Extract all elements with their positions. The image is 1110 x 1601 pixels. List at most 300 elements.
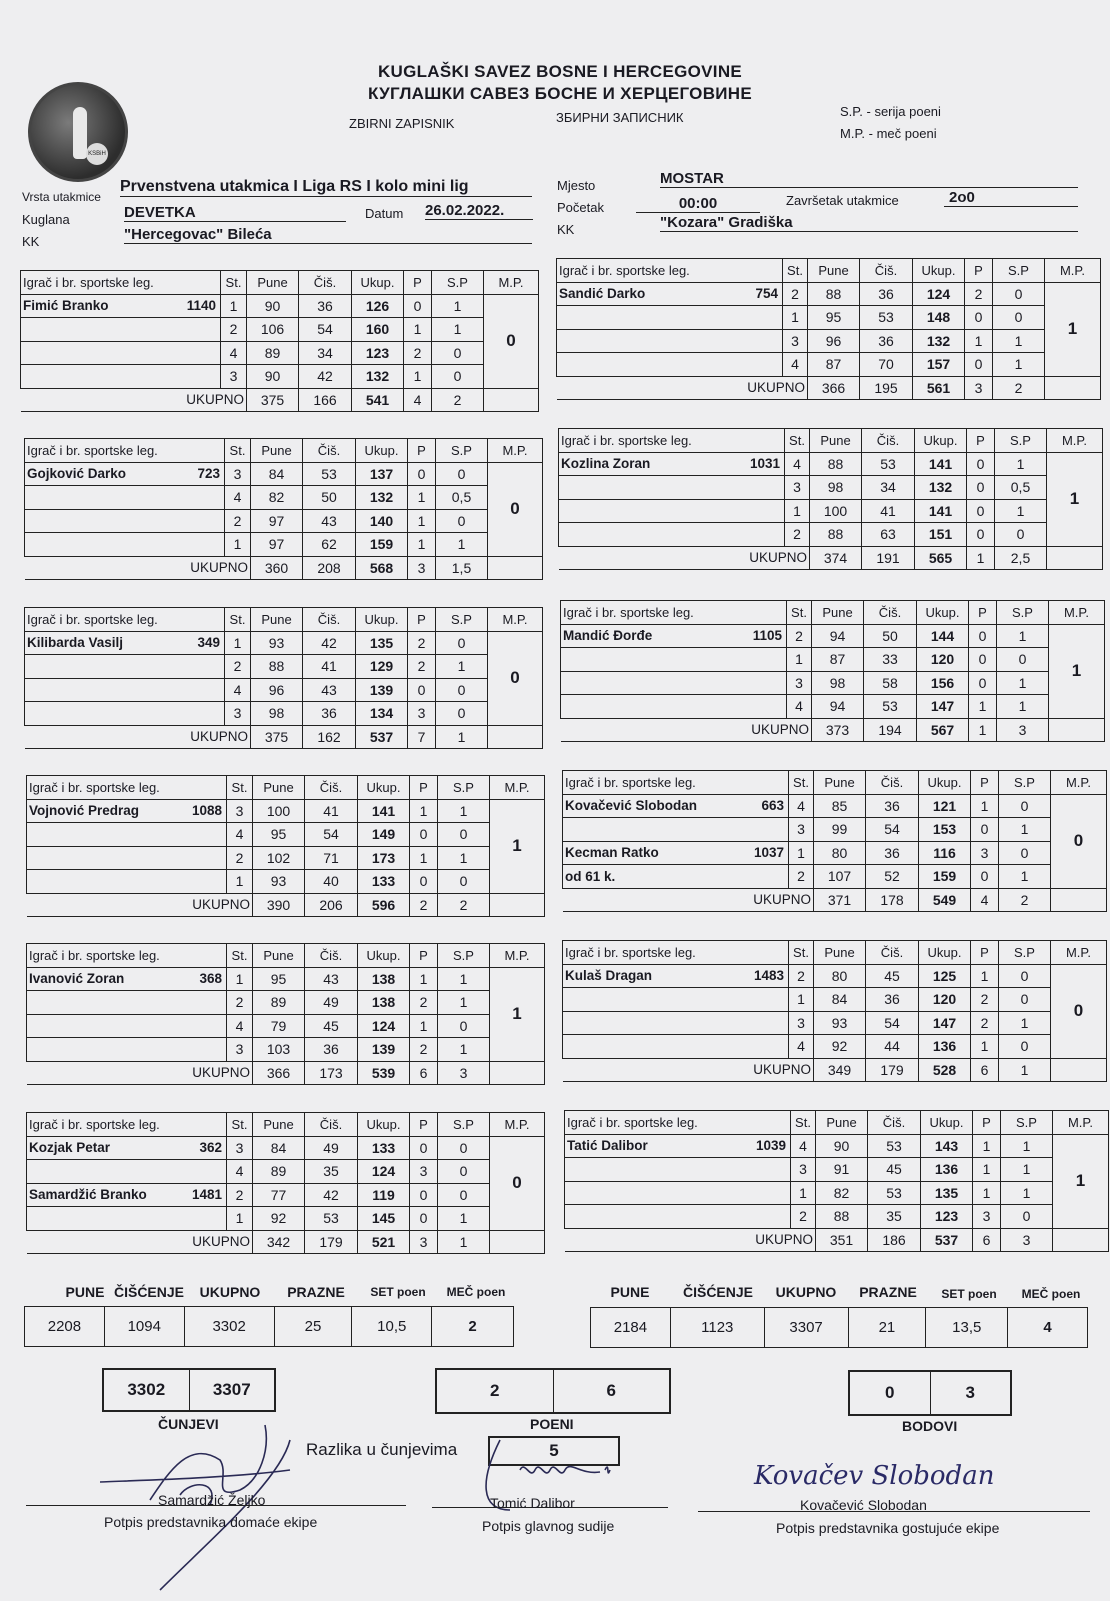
- score-cis: 43: [303, 678, 356, 702]
- score-pune: 97: [251, 533, 303, 557]
- total-row: [565, 1228, 1109, 1252]
- total-cis: 178: [866, 888, 919, 912]
- score-cis: 58: [864, 671, 917, 695]
- player-name-cell: [27, 991, 227, 1015]
- bodovi-away: 3: [930, 1372, 1011, 1414]
- player-name-cell: [21, 365, 221, 389]
- score-ukup: 159: [356, 533, 408, 557]
- score-p: 1: [404, 318, 432, 342]
- col-p-header: P: [971, 771, 999, 795]
- score-cis: 43: [303, 509, 356, 533]
- score-ukup: 147: [917, 695, 969, 719]
- score-pune: 93: [251, 631, 303, 655]
- home-player-table: [26, 1112, 545, 1254]
- score-p: 3: [408, 702, 436, 726]
- score-cis: 70: [860, 353, 913, 377]
- col-ukup-header: Ukup.: [921, 1111, 973, 1135]
- razlika-label: Razlika u čunjevima: [306, 1440, 458, 1459]
- away-signature-caption: Potpis predstavnika gostujuće ekipe: [776, 1520, 1000, 1536]
- player-name-cell: [25, 702, 225, 726]
- col-pune-header: Pune: [808, 259, 860, 283]
- player-name: Kozlina Zoran: [561, 456, 651, 472]
- score-pune: 97: [251, 509, 303, 533]
- score-lane: 4: [221, 341, 247, 365]
- form-title-cyrillic: ЗБИРНИ ЗАПИСНИК: [556, 110, 684, 125]
- score-cis: 36: [866, 794, 919, 818]
- table-row: [25, 462, 543, 486]
- substitute-license: 1037: [753, 845, 784, 861]
- score-cis: 49: [305, 991, 358, 1015]
- score-sp: 0,5: [995, 476, 1047, 500]
- col-st-header: St.: [227, 944, 253, 968]
- match-type-value: Prvenstvena utakmica I Liga RS I kolo mini lig: [120, 178, 532, 197]
- score-pune: 90: [247, 294, 299, 318]
- score-sp: 1: [438, 1038, 490, 1062]
- total-row: [559, 546, 1103, 570]
- col-st-header: St.: [225, 608, 251, 632]
- score-sp: 0: [438, 1160, 490, 1184]
- score-pune: 99: [814, 818, 866, 842]
- col-sp-header: S.P: [1001, 1111, 1053, 1135]
- total-cis: 166: [299, 388, 352, 412]
- player-license: 754: [755, 286, 778, 302]
- player-name-cell: [27, 1014, 227, 1038]
- score-cis: 49: [305, 1136, 358, 1160]
- score-pune: 94: [812, 624, 864, 648]
- total-sp: 2: [432, 388, 484, 412]
- away-total-ciscenje: 1123: [670, 1308, 764, 1348]
- date-label: Datum: [365, 206, 404, 221]
- total-mp-empty: [1047, 546, 1103, 570]
- ukupno-label: UKUPNO: [557, 376, 808, 400]
- total-cis: 179: [866, 1058, 919, 1082]
- score-lane: 1: [225, 631, 251, 655]
- col-player-header: Igrač i br. sportske leg.: [27, 1113, 227, 1137]
- score-p: 0: [410, 1183, 438, 1207]
- away-total-prazne-label: PRAZNE: [859, 1284, 917, 1300]
- score-cis: 53: [864, 695, 917, 719]
- score-sp: 0: [999, 1035, 1051, 1059]
- player-license: 362: [199, 1140, 222, 1156]
- total-p: 2: [410, 893, 438, 917]
- total-mp-empty: [1049, 718, 1105, 742]
- score-ukup: 148: [913, 306, 965, 330]
- col-mp-header: M.P.: [1045, 259, 1101, 283]
- score-cis: 45: [868, 1158, 921, 1182]
- score-lane: 1: [227, 1207, 253, 1231]
- score-cis: 36: [305, 1038, 358, 1062]
- score-ukup: 124: [358, 1014, 410, 1038]
- match-point: 0: [488, 462, 543, 556]
- score-cis: 34: [862, 476, 915, 500]
- total-ukup: 539: [358, 1061, 410, 1085]
- total-sp: 1: [436, 725, 488, 749]
- substitute-license: 1481: [191, 1187, 222, 1203]
- score-pune: 100: [810, 499, 862, 523]
- player-license: 723: [197, 466, 220, 482]
- score-pune: 85: [814, 794, 866, 818]
- total-mp-empty: [490, 893, 545, 917]
- score-lane: 3: [225, 462, 251, 486]
- match-point: 0: [1051, 964, 1107, 1058]
- score-lane: 2: [783, 282, 808, 306]
- col-pune-header: Pune: [253, 944, 305, 968]
- away-player-table: [558, 428, 1103, 570]
- total-pune: 366: [253, 1061, 305, 1085]
- col-cis-header: Čiš.: [868, 1111, 921, 1135]
- score-p: 2: [408, 655, 436, 679]
- player-name-cell: [563, 1011, 789, 1035]
- score-sp: 1: [438, 991, 490, 1015]
- total-sp: 2: [999, 888, 1051, 912]
- col-player-header: Igrač i br. sportske leg.: [25, 439, 225, 463]
- col-sp-header: S.P: [438, 944, 490, 968]
- table-row: [21, 341, 539, 365]
- score-lane: 1: [789, 988, 814, 1012]
- ukupno-label: UKUPNO: [21, 388, 247, 412]
- score-ukup: 125: [919, 964, 971, 988]
- poeni-away: 6: [553, 1370, 670, 1412]
- col-mp-header: M.P.: [488, 608, 543, 632]
- score-pune: 88: [251, 655, 303, 679]
- col-sp-header: S.P: [438, 1113, 490, 1137]
- score-sp: 1: [993, 353, 1045, 377]
- score-pune: 88: [808, 282, 860, 306]
- referee-name: Tomić Dalibor: [490, 1495, 575, 1511]
- score-sp: 1: [432, 318, 484, 342]
- ukupno-label: UKUPNO: [27, 893, 253, 917]
- total-ukup: 568: [356, 556, 408, 580]
- total-mp-empty: [488, 725, 543, 749]
- start-label: Početak: [557, 200, 604, 215]
- score-cis: 63: [862, 523, 915, 547]
- score-cis: 40: [305, 870, 358, 894]
- home-total-pune: 2208: [25, 1307, 105, 1347]
- score-p: 1: [410, 846, 438, 870]
- table-row: [27, 1038, 545, 1062]
- score-p: 0: [967, 476, 995, 500]
- score-p: 0: [967, 452, 995, 476]
- player-name-cell: [25, 533, 225, 557]
- score-lane: 1: [227, 870, 253, 894]
- player-name-cell: [557, 306, 783, 330]
- score-pune: 84: [253, 1136, 305, 1160]
- substitute-note: od 61 k.: [565, 868, 616, 884]
- player-license: 1105: [752, 628, 782, 644]
- total-cis: 191: [862, 546, 915, 570]
- col-sp-header: S.P: [995, 429, 1047, 453]
- legend-sp: S.P. - serija poeni: [840, 104, 941, 119]
- table-row: [27, 1207, 545, 1231]
- federation-logo: [28, 82, 128, 182]
- col-player-header: Igrač i br. sportske leg.: [563, 941, 789, 965]
- score-lane: 4: [783, 353, 808, 377]
- col-pune-header: Pune: [814, 771, 866, 795]
- player-name-cell: [25, 631, 225, 655]
- player-license: 368: [199, 971, 222, 987]
- col-pune-header: Pune: [253, 776, 305, 800]
- match-point: 0: [488, 631, 543, 725]
- score-ukup: 129: [356, 655, 408, 679]
- score-p: 2: [410, 1038, 438, 1062]
- score-pune: 98: [810, 476, 862, 500]
- total-sp: 2,5: [995, 546, 1047, 570]
- col-mp-header: M.P.: [490, 776, 545, 800]
- score-lane: 1: [221, 294, 247, 318]
- score-p: 1: [408, 486, 436, 510]
- col-sp-header: S.P: [436, 608, 488, 632]
- away-total-ukupno: 3307: [764, 1308, 848, 1348]
- col-p-header: P: [971, 941, 999, 965]
- poeni-label: POENI: [530, 1416, 574, 1432]
- score-sp: 0: [999, 964, 1051, 988]
- player-name: Fimić Branko: [23, 298, 109, 314]
- player-name-cell: [557, 329, 783, 353]
- total-p: 6: [971, 1058, 999, 1082]
- score-sp: 1: [997, 624, 1049, 648]
- total-sp: 2: [993, 376, 1045, 400]
- col-player-header: Igrač i br. sportske leg.: [27, 944, 227, 968]
- total-pune: 342: [253, 1230, 305, 1254]
- score-lane: 4: [787, 695, 812, 719]
- score-ukup: 157: [913, 353, 965, 377]
- player-license: 349: [197, 635, 220, 651]
- player-name-cell: [559, 476, 785, 500]
- total-pune: 375: [251, 725, 303, 749]
- player-name-cell: [559, 452, 785, 476]
- col-sp-header: S.P: [438, 776, 490, 800]
- col-mp-header: M.P.: [1053, 1111, 1109, 1135]
- total-pune: 390: [253, 893, 305, 917]
- score-cis: 54: [299, 318, 352, 342]
- total-cis: 173: [305, 1061, 358, 1085]
- score-sp: 0: [436, 631, 488, 655]
- player-name: Sandić Darko: [559, 286, 646, 302]
- score-ukup: 136: [921, 1158, 973, 1182]
- score-lane: 3: [783, 329, 808, 353]
- total-cis: 186: [868, 1228, 921, 1252]
- total-row: [561, 718, 1105, 742]
- player-name-cell: [21, 341, 221, 365]
- player-name-cell: [25, 462, 225, 486]
- score-sp: 1: [438, 967, 490, 991]
- score-pune: 93: [253, 870, 305, 894]
- form-title-latin: ZBIRNI ZAPISNIK: [349, 116, 455, 131]
- player-name-cell: [27, 967, 227, 991]
- total-ukup: 567: [917, 718, 969, 742]
- score-pune: 102: [253, 846, 305, 870]
- score-p: 0: [408, 678, 436, 702]
- score-p: 0: [410, 823, 438, 847]
- col-ukup-header: Ukup.: [356, 608, 408, 632]
- score-cis: 41: [862, 499, 915, 523]
- score-pune: 80: [814, 964, 866, 988]
- col-ukup-header: Ukup.: [358, 776, 410, 800]
- col-ukup-header: Ukup.: [919, 771, 971, 795]
- place-label: Mjesto: [557, 178, 596, 193]
- home-total-prazne: 25: [274, 1307, 352, 1347]
- score-ukup: 133: [358, 1136, 410, 1160]
- col-mp-header: M.P.: [488, 439, 543, 463]
- total-mp-empty: [1051, 1058, 1107, 1082]
- score-lane: 4: [225, 678, 251, 702]
- table-row: [25, 533, 543, 557]
- start-value: 00:00: [636, 195, 760, 213]
- col-player-header: Igrač i br. sportske leg.: [25, 608, 225, 632]
- score-lane: 2: [789, 865, 814, 889]
- score-sp: 0: [438, 870, 490, 894]
- score-sp: 0: [438, 823, 490, 847]
- score-sp: 1: [999, 1011, 1051, 1035]
- score-lane: 1: [225, 533, 251, 557]
- total-ukup: 565: [915, 546, 967, 570]
- col-p-header: P: [408, 439, 436, 463]
- score-lane: 2: [791, 1205, 816, 1229]
- player-name-cell: [27, 1207, 227, 1231]
- score-ukup: 141: [358, 799, 410, 823]
- home-total-ciscenje: 1094: [104, 1307, 184, 1347]
- score-cis: 53: [868, 1134, 921, 1158]
- bodovi-box: [848, 1370, 1012, 1416]
- player-name: Kozjak Petar: [29, 1140, 111, 1156]
- score-cis: 53: [860, 306, 913, 330]
- score-sp: 1: [1001, 1134, 1053, 1158]
- score-lane: 3: [791, 1158, 816, 1182]
- player-name: Kovačević Slobodan: [565, 798, 698, 814]
- total-mp-empty: [1045, 376, 1101, 400]
- ukupno-label: UKUPNO: [25, 556, 251, 580]
- col-st-header: St.: [791, 1111, 816, 1135]
- cunjevi-away: 3307: [189, 1370, 275, 1410]
- score-pune: 88: [810, 452, 862, 476]
- score-ukup: 156: [917, 671, 969, 695]
- col-p-header: P: [408, 608, 436, 632]
- away-total-ciscenje-label: ČIŠĆENJE: [682, 1284, 754, 1300]
- score-ukup: 133: [358, 870, 410, 894]
- score-lane: 2: [227, 846, 253, 870]
- score-cis: 53: [862, 452, 915, 476]
- player-name-cell: [25, 509, 225, 533]
- score-pune: 82: [816, 1181, 868, 1205]
- player-license: 1039: [755, 1138, 786, 1154]
- score-cis: 45: [305, 1014, 358, 1038]
- score-p: 1: [410, 967, 438, 991]
- score-cis: 54: [866, 1011, 919, 1035]
- score-ukup: 145: [358, 1207, 410, 1231]
- col-player-header: Igrač i br. sportske leg.: [557, 259, 783, 283]
- score-pune: 89: [253, 1160, 305, 1184]
- score-p: 0: [410, 1136, 438, 1160]
- table-row: [21, 318, 539, 342]
- col-ukup-header: Ukup.: [356, 439, 408, 463]
- score-p: 0: [969, 648, 997, 672]
- score-lane: 2: [227, 991, 253, 1015]
- player-name-cell: [27, 799, 227, 823]
- player-name-cell: [557, 353, 783, 377]
- home-total-ukupno-label: UKUPNO: [199, 1284, 261, 1300]
- score-lane: 2: [225, 509, 251, 533]
- venue-value: DEVETKA: [124, 204, 346, 222]
- total-cis: 208: [303, 556, 356, 580]
- player-name-cell: [561, 624, 787, 648]
- score-pune: 79: [253, 1014, 305, 1038]
- total-sp: 3: [997, 718, 1049, 742]
- table-row: [27, 1160, 545, 1184]
- match-point: 1: [1047, 452, 1103, 546]
- score-cis: 62: [303, 533, 356, 557]
- col-st-header: St.: [787, 601, 812, 625]
- col-st-header: St.: [227, 1113, 253, 1137]
- score-sp: 0: [995, 523, 1047, 547]
- table-row: [559, 499, 1103, 523]
- score-p: 0: [967, 499, 995, 523]
- score-cis: 41: [303, 655, 356, 679]
- home-player-table: [26, 775, 545, 917]
- score-ukup: 151: [915, 523, 967, 547]
- away-totals-table: [590, 1307, 1088, 1348]
- score-cis: 53: [868, 1181, 921, 1205]
- table-row: [565, 1134, 1109, 1158]
- score-lane: 1: [227, 967, 253, 991]
- col-mp-header: M.P.: [1051, 941, 1107, 965]
- score-pune: 96: [808, 329, 860, 353]
- score-cis: 45: [866, 964, 919, 988]
- player-name-cell: [563, 818, 789, 842]
- table-row: [25, 702, 543, 726]
- venue-label: Kuglana: [22, 212, 70, 227]
- score-sp: 0: [999, 988, 1051, 1012]
- score-pune: 95: [253, 967, 305, 991]
- score-sp: 1: [432, 294, 484, 318]
- total-ukup: 537: [921, 1228, 973, 1252]
- score-p: 0: [969, 671, 997, 695]
- score-pune: 94: [812, 695, 864, 719]
- player-name-cell: [27, 1160, 227, 1184]
- col-p-header: P: [969, 601, 997, 625]
- score-p: 1: [971, 964, 999, 988]
- score-p: 0: [404, 294, 432, 318]
- total-ukup: 528: [919, 1058, 971, 1082]
- score-lane: 2: [225, 655, 251, 679]
- table-row: [559, 452, 1103, 476]
- col-p-header: P: [410, 944, 438, 968]
- col-cis-header: Čiš.: [305, 944, 358, 968]
- player-name-cell: [561, 648, 787, 672]
- score-pune: 89: [247, 341, 299, 365]
- score-ukup: 139: [358, 1038, 410, 1062]
- score-p: 0: [971, 818, 999, 842]
- score-sp: 0: [993, 282, 1045, 306]
- score-pune: 98: [812, 671, 864, 695]
- score-sp: 0: [438, 1183, 490, 1207]
- score-ukup: 137: [356, 462, 408, 486]
- total-p: 3: [965, 376, 993, 400]
- score-pune: 90: [247, 365, 299, 389]
- score-cis: 71: [305, 846, 358, 870]
- score-pune: 96: [251, 678, 303, 702]
- score-cis: 36: [860, 282, 913, 306]
- col-st-header: St.: [221, 271, 247, 295]
- score-sp: 1: [995, 499, 1047, 523]
- table-row: [561, 624, 1105, 648]
- col-p-header: P: [404, 271, 432, 295]
- col-pune-header: Pune: [810, 429, 862, 453]
- total-pune: 375: [247, 388, 299, 412]
- total-row: [21, 388, 539, 412]
- col-cis-header: Čiš.: [305, 776, 358, 800]
- score-p: 1: [973, 1181, 1001, 1205]
- player-name-cell: [565, 1134, 791, 1158]
